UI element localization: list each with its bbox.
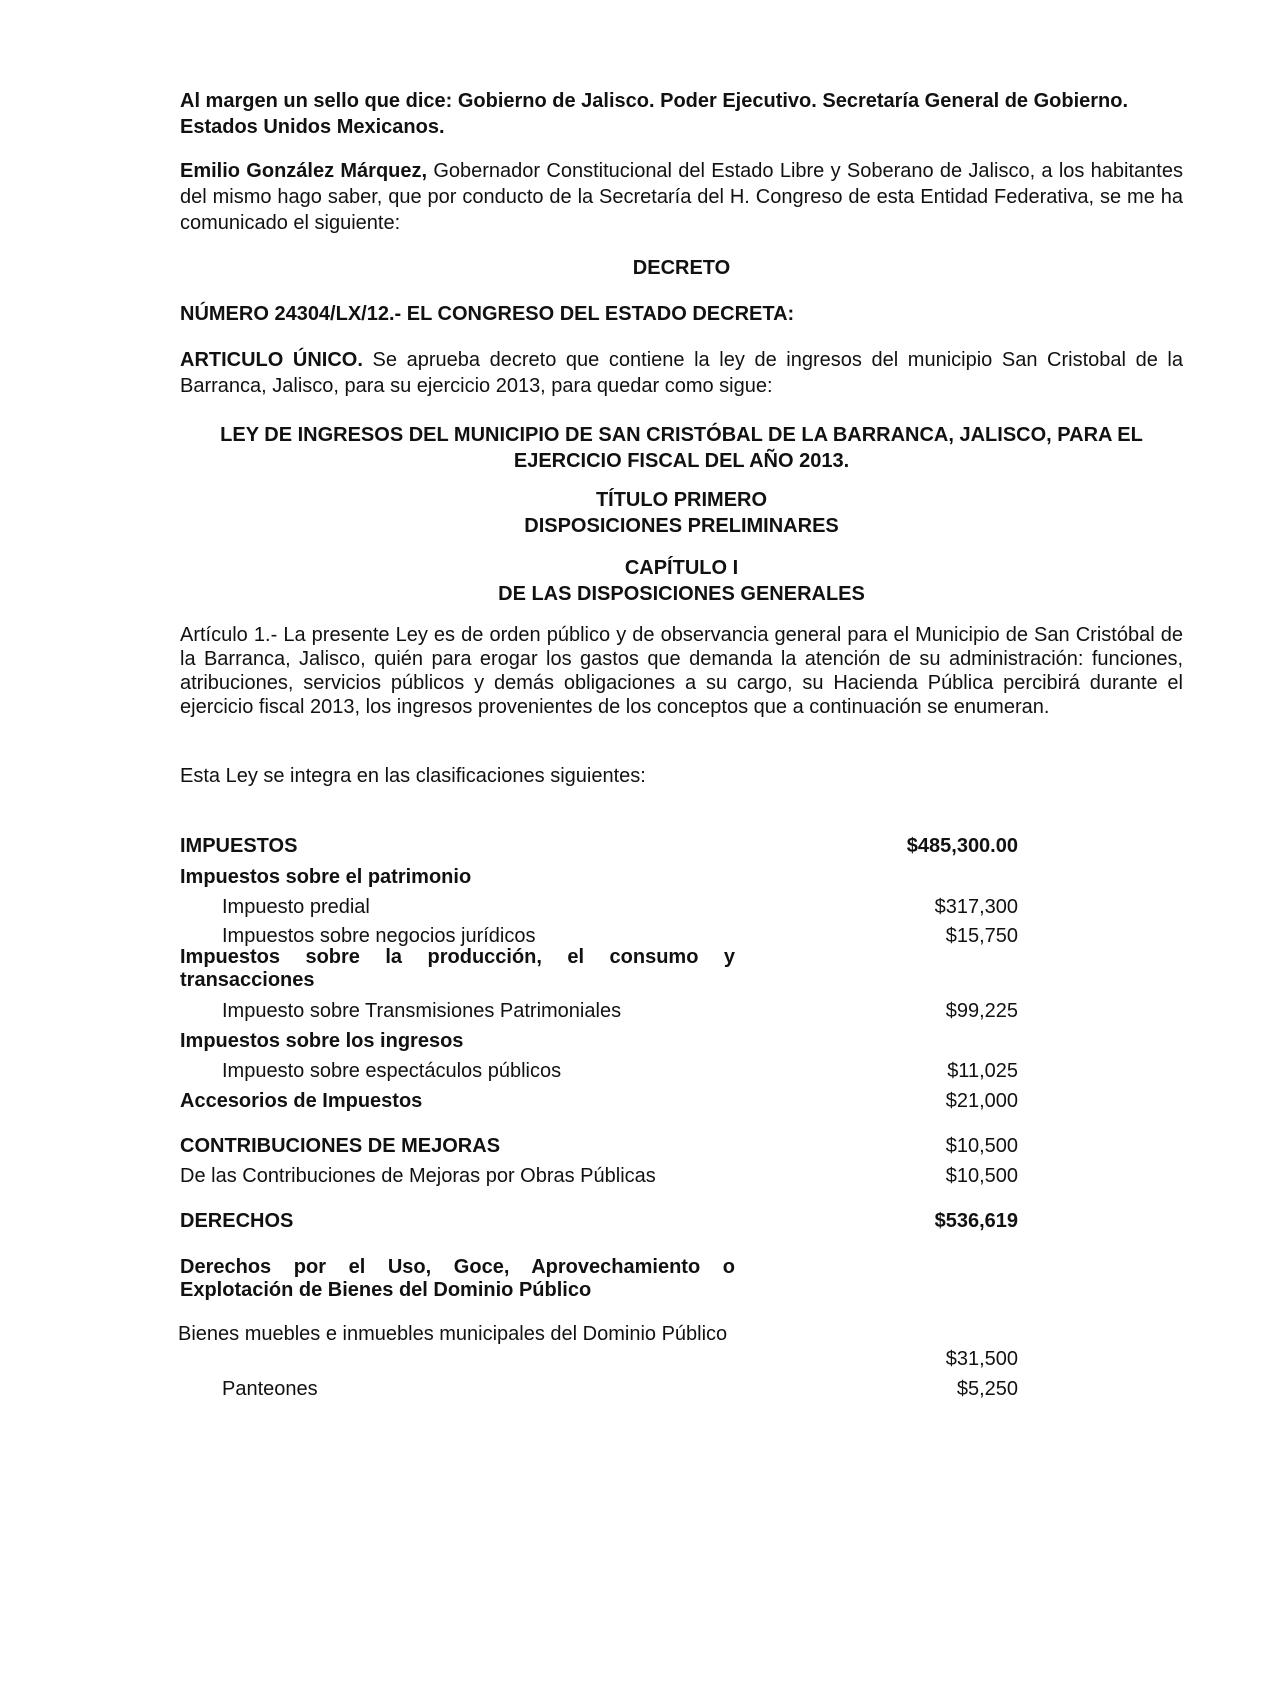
row-amount: $10,500 [945, 1135, 1018, 1157]
row-label: Impuesto sobre Transmisiones Patrimoniales [222, 1000, 622, 1022]
classification-intro: Esta Ley se integra en las clasificaciones siguientes: [180, 765, 646, 787]
governor-name: Emilio González Márquez, [180, 160, 428, 182]
row-label-line1: Impuestos sobre la producción, el consumo y [180, 946, 735, 968]
seal-note: Al margen un sello que dice: Gobierno de Jalisco. Poder Ejecutivo. Secretaría General de Gobierno. Estados Unidos Mexicanos. [180, 90, 1129, 138]
row-label: Bienes muebles e inmuebles municipales del Dominio Público [178, 1323, 728, 1345]
row-label: Accesorios de Impuestos [180, 1090, 423, 1112]
title-first-line1: TÍTULO PRIMERO [595, 489, 768, 511]
chapter-one-line2: DE LAS DISPOSICIONES GENERALES [498, 583, 865, 605]
row-label: Impuesto sobre espectáculos públicos [222, 1060, 562, 1082]
article-unico-label: ARTICULO ÚNICO. [180, 349, 363, 371]
row-label: CONTRIBUCIONES DE MEJORAS [180, 1135, 501, 1157]
intro-paragraph [180, 158, 1183, 236]
article-1: Artículo 1.- La presente Ley es de orden público y de observancia general para el Municipio de San Cristóbal de la Barranca, Jalisco, quién para erogar los gastos que demanda la atención de su administración: funciones, atribuciones, servicios públicos y demás obligaciones a su cargo, su Hacienda Pública percibirá durante el ejercicio fiscal 2013, los ingresos provenientes de los conceptos que a continuación se enumeran. [180, 624, 1183, 718]
table-row [180, 1322, 1018, 1372]
row-amount: $15,750 [945, 925, 1018, 947]
row-amount: $536,619 [934, 1210, 1018, 1232]
row-amount: $10,500 [945, 1165, 1018, 1187]
row-amount: $11,025 [947, 1060, 1018, 1082]
row-amount: $31,500 [945, 1348, 1018, 1370]
title-first-line2: DISPOSICIONES PRELIMINARES [524, 515, 839, 537]
intro-text: Gobernador Constitucional del Estado Libre y Soberano de Jalisco, a los habitantes del mismo hago saber, que por conducto de la Secretaría del H. Congreso de esta Entidad Federativa, se me ha comunicado el siguiente: [180, 160, 1183, 234]
decree-heading: DECRETO [632, 257, 731, 279]
row-label-line2: transacciones [180, 969, 315, 991]
law-title: LEY DE INGRESOS DEL MUNICIPIO DE SAN CRISTÓBAL DE LA BARRANCA, JALISCO, PARA EL EJERCICIO FISCAL DEL AÑO 2013. [220, 424, 1143, 472]
row-label: Impuestos sobre el patrimonio [180, 866, 472, 888]
row-label: Derechos por el Uso, Goce, Aprovechamiento o Explotación de Bienes del Dominio Público [180, 1256, 735, 1301]
row-label: Panteones [222, 1378, 318, 1400]
row-amount: $485,300.00 [906, 835, 1018, 857]
decree-number: NÚMERO 24304/LX/12.- EL CONGRESO DEL ESTADO DECRETA: [180, 303, 795, 325]
row-amount: $21,000 [945, 1090, 1018, 1112]
article-unico-text: Se aprueba decreto que contiene la ley de ingresos del municipio San Cristobal de la Barranca, Jalisco, para su ejercicio 2013, para quedar como sigue: [180, 349, 1183, 397]
row-label: DERECHOS [180, 1210, 294, 1232]
row-label: Impuestos sobre negocios jurídicos [222, 925, 536, 947]
row-amount: $99,225 [945, 1000, 1018, 1022]
chapter-one [180, 555, 1183, 607]
row-label [180, 946, 735, 992]
article-unico [180, 347, 1183, 399]
row-label: Impuestos sobre los ingresos [180, 1030, 464, 1052]
row-amount: $317,300 [934, 896, 1018, 918]
chapter-one-line1: CAPÍTULO I [624, 557, 739, 579]
row-label: IMPUESTOS [180, 835, 298, 857]
row-label: De las Contribuciones de Mejoras por Obras Públicas [180, 1165, 656, 1187]
table-row [180, 946, 1018, 994]
table-row [180, 1256, 1018, 1304]
title-first [180, 487, 1183, 539]
row-amount: $5,250 [956, 1378, 1018, 1400]
row-label: Impuesto predial [222, 896, 370, 918]
